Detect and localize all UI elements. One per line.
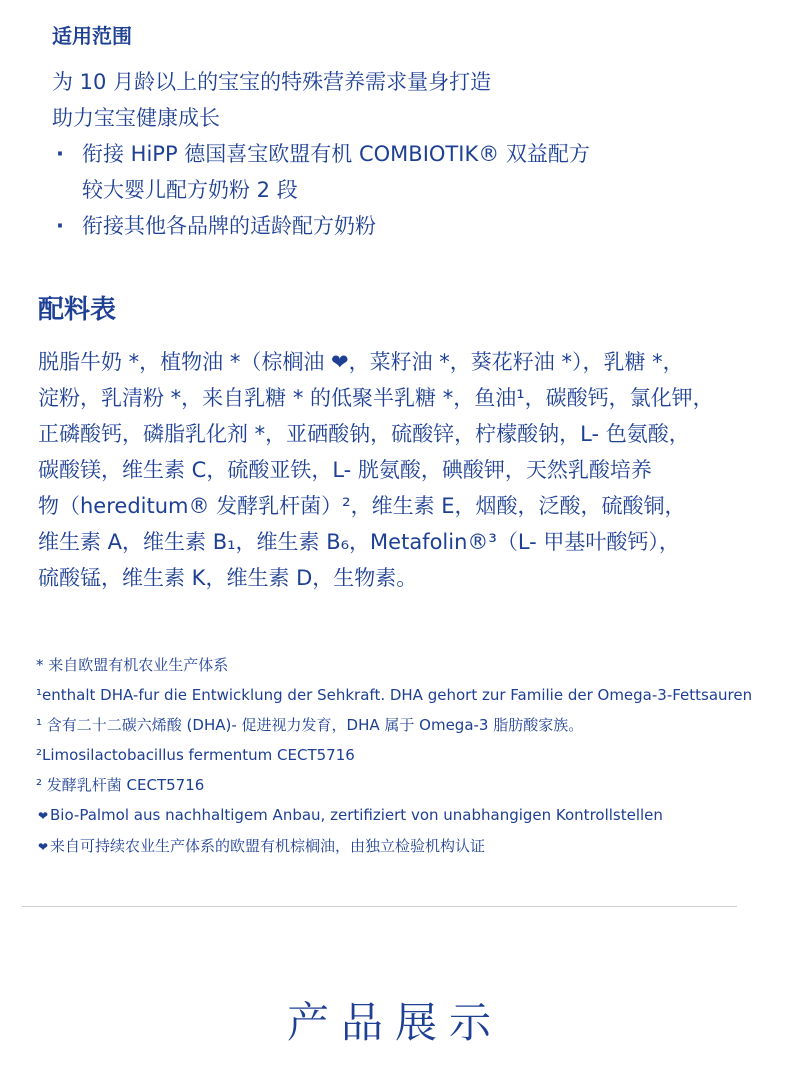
footnote: ¹ 含有二十二碳六烯酸 (DHA)- 促进视力发育，DHA 属于 Omega-3 脂肪酸家族。 [36,716,584,734]
ingredients-line: 硫酸锰，维生素 K，维生素 D，生物素。 [38,566,418,590]
footnote [36,800,766,831]
footnote: ¹enthalt DHA-fur die Entwicklung der Sehkraft. DHA gehort zur Familie der Omega-3-Fettsauren [36,686,753,704]
scope-bullet: · 衔接 HiPP 德国喜宝欧盟有机 COMBIOTIK® 双益配方 [52,136,772,172]
ingredients-line: 碳酸镁，维生素 C，硫酸亚铁，L- 胱氨酸，碘酸钾，天然乳酸培养 [38,458,652,482]
scope-bullet-continuation: 较大婴儿配方奶粉 2 段 [82,178,298,202]
scope-line: 为 10 月龄以上的宝宝的特殊营养需求量身打造 [52,70,492,94]
heart-icon: ❤ [37,840,49,854]
ingredients-title: 配料表 [38,295,117,325]
ingredients-line: 正磷酸钙，磷脂乳化剂 *，亚硒酸钠，硫酸锌，柠檬酸钠，L- 色氨酸， [38,422,690,446]
scope-line: 助力宝宝健康成长 [52,106,220,130]
product-display-title: 产品展示 [286,998,503,1047]
ingredients-section [38,288,768,596]
footnote [36,831,766,862]
ingredients-line: 维生素 A，维生素 B₁，维生素 B₆，Metafolin®³（L- 甲基叶酸钙）， [38,530,680,554]
footnotes-section [36,650,766,862]
footnote-text: 来自可持续农业生产体系的欧盟有机棕榈油，由独立检验机构认证 [50,837,486,855]
footnote: ²Limosilactobacillus fermentum CECT5716 [36,746,355,764]
heart-icon: ❤ [37,809,49,823]
scope-section [52,20,772,244]
ingredients-line: 物（hereditum® 发酵乳杆菌）²，维生素 E，烟酸，泛酸，硫酸铜， [38,494,686,518]
ingredients-line: 淀粉，乳清粉 *，来自乳糖 * 的低聚半乳糖 *，鱼油¹，碳酸钙，氯化钾， [38,386,714,410]
footnote: * 来自欧盟有机农业生产体系 [36,656,229,674]
scope-title: 适用范围 [52,24,132,48]
ingredients-line: 脱脂牛奶 *，植物油 *（棕榈油 ❤，菜籽油 *，葵花籽油 *），乳糖 *， [38,350,684,374]
scope-bullet: · 衔接其他各品牌的适龄配方奶粉 [52,208,772,244]
footnote-text: Bio-Palmol aus nachhaltigem Anbau, zertifiziert von unabhangigen Kontrollstellen [50,806,663,824]
footnote: ² 发酵乳杆菌 CECT5716 [36,776,205,794]
divider [22,906,737,907]
